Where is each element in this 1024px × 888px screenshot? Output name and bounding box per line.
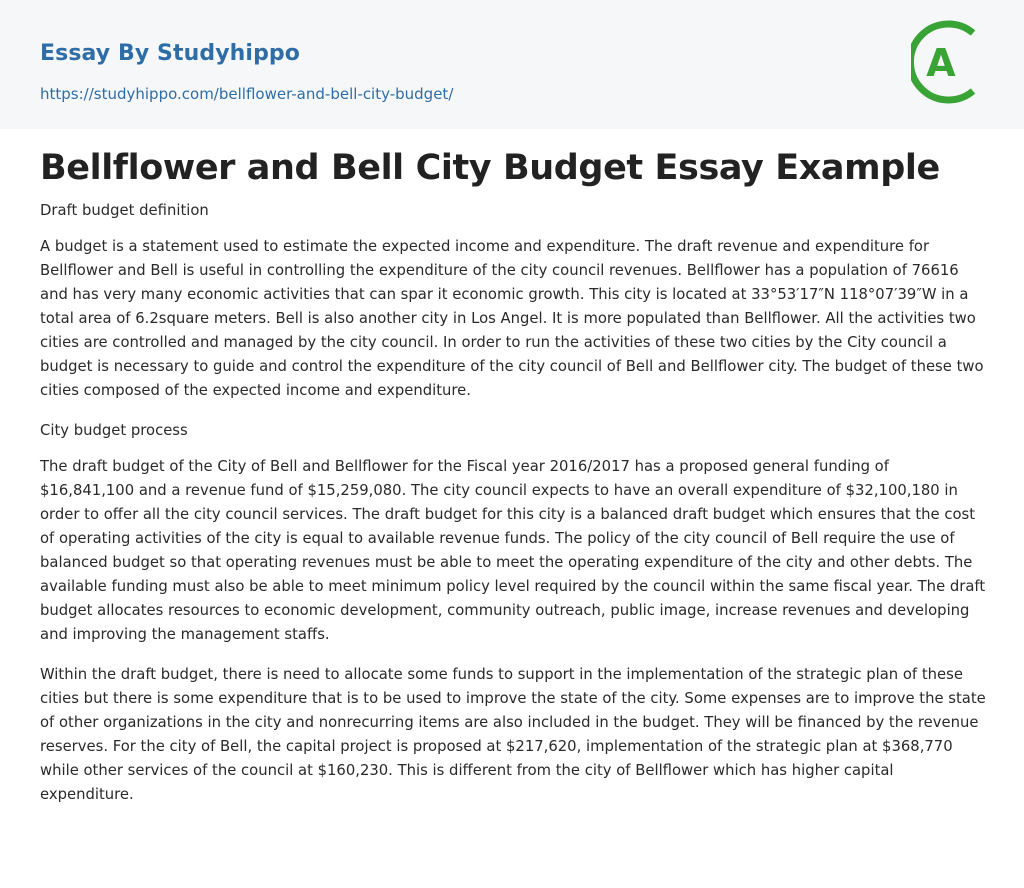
section-heading-city-budget-process: City budget process	[40, 422, 188, 439]
logo-arc-gap	[973, 33, 986, 91]
paragraph-1: A budget is a statement used to estimate the expected income and expenditure. The draft revenue and expenditure for Bellflower and Bell is useful in controlling the expenditure of the city council revenues. Bellflower has a population of 76616 and has very many economic activities that can spar it economic growth. This city is located at 33°53′17″N 118°07′39″W in a total area of 6.2square meters. Bell is also another city in Los Angel. It is more populated than Bellflower. All the activities two cities are controlled and managed by the city council. In order to run the activities of these two cities by the City council a budget is necessary to guide and control the expenditure of the city council of Bell and Bellflower city. The budget of these two cities composed of the expected income and expenditure.	[40, 238, 984, 399]
paragraph-3: Within the draft budget, there is need to allocate some funds to support in the implementation of the strategic plan of these cities but there is some expenditure that is to be used to improve the state of the city. Some expenses are to improve the state of other organizations in the city and nonrecurring items are also included in the budget. They will be financed by the revenue reserves. For the city of Bell, the capital project is proposed at $217,620, implementation of the strategic plan at $368,770 while other services of the council at $160,230. This is different from the city of Bellflower which has higher capital expenditure.	[40, 666, 986, 803]
page-title: Bellflower and Bell City Budget Essay Example	[40, 148, 940, 188]
section-heading-draft-budget: Draft budget definition	[40, 202, 209, 219]
site-brand[interactable]: Essay By Studyhippo	[40, 41, 300, 66]
logo-letter: A	[926, 41, 956, 85]
page-url-link[interactable]: https://studyhippo.com/bellflower-and-bell-city-budget/	[40, 85, 454, 103]
article-body	[40, 199, 986, 823]
paragraph-2: The draft budget of the City of Bell and Bellflower for the Fiscal year 2016/2017 has a proposed general funding of $16,841,100 and a revenue fund of $15,259,080. The city council expects to have an overall expenditure of $32,100,180 in order to offer all the city council services. The draft budget for this city is a balanced draft budget which ensures that the cost of operating activities of the city is equal to available revenue funds. The policy of the city council of Bell require the use of balanced budget so that operating revenues must be able to meet the operating expenditure of the city and other debts. The available funding must also be able to meet minimum policy level required by the council within the same fiscal year. The draft budget allocates resources to economic development, community outreach, public image, increase revenues and developing and improving the management staffs.	[40, 458, 986, 643]
